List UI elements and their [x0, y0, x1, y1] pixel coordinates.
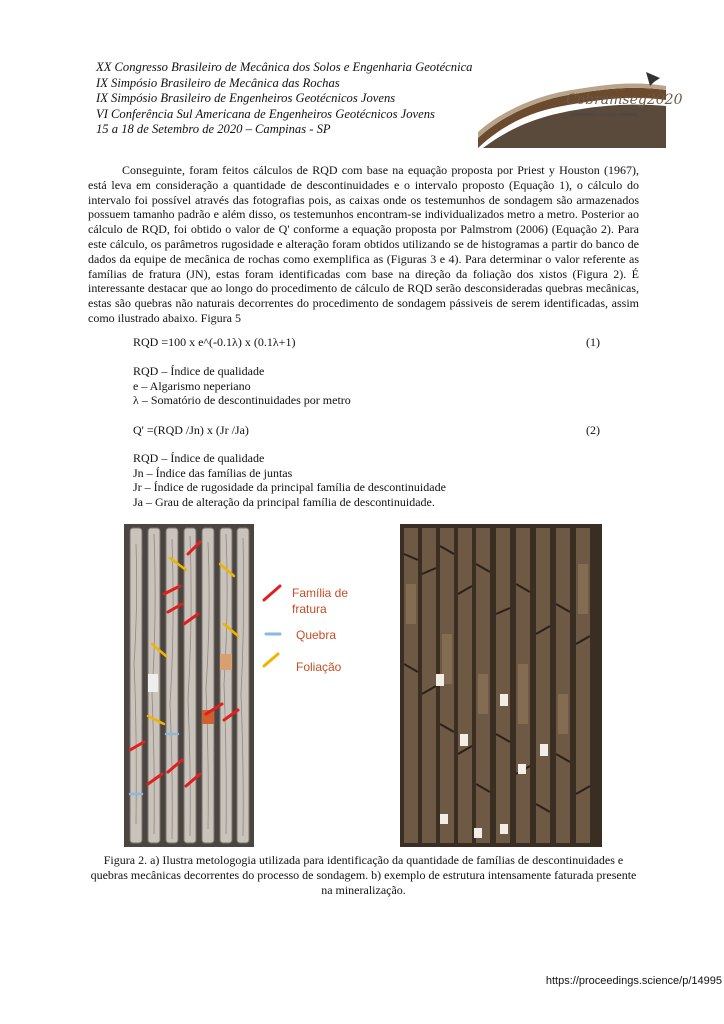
logo-subtext: COBRAMSEG 2020 | CAMPINAS: [570, 112, 638, 117]
figure-2-caption: Figura 2. a) Ilustra metologogia utilizada para identificação da quantidade de famílias de descontinuidades e quebras mecânicas decorrentes do processo de sondagem. b) exemplo de estrutura intensamente faturada presente na mineralização.: [90, 853, 637, 897]
eq1-def-lambda: λ – Somatório de descontinuidades por metro: [133, 393, 351, 408]
eq2-def-ja: Ja – Grau de alteração da principal família de descontinuidade.: [133, 494, 435, 509]
conference-header: [96, 60, 496, 138]
eq2-def-jn: Jn – Índice das famílias de juntas: [133, 465, 293, 480]
header-line-5: 15 a 18 de Setembro de 2020 – Campinas - SP: [96, 122, 331, 137]
header-line-2: IX Simpósio Brasileiro de Mecânica das Rochas: [96, 75, 340, 90]
equation-1: RQD =100 x e^(-0.1λ) x (0.1λ+1): [133, 335, 296, 349]
legend-foliacao-swatch: [264, 654, 278, 666]
body-paragraph-block: [88, 163, 639, 326]
eq2-def-jr: Jr – Índice de rugosidade da principal família de descontinuidade: [133, 480, 446, 495]
equation-1-number: (1): [586, 335, 600, 349]
body-paragraph: Conseguinte, foram feitos cálculos de RQD com base na equação proposta por Priest y Houston (1967), está leva em consideração a quantidade de descontinuidades e o intervalo proposto (Equação 1), o cálculo do intervalo foi possível através das fotografias pois, as caixas onde os testemunhos de sondagem são armazenados possuem tamanho padrão e além disso, os testemunhos encontram-se individualizados metro a metro. Posterior ao cálculo de RQD, foi obtido o valor de Q' conforme a equação proposta por Palmstrom (2006) (Equação 2). Para este cálculo, os parâmetros rugosidade e alteração foram obtidos utilizando se de histogramas a partir do banco de dados da equipe de mecânica de rochas como exemplifica as (Figuras 3 e 4). Para determinar o valor referente as famílias de fratura (JN), estas foram identificadas com base na direção da foliação dos xistos (Figura 2). É interessante destacar que ao longo do procedimento de cálculo de RQD serão desconsideradas quebras mecânicas, estas são quebras não naturais decorrentes do procedimento de sondagem pássiveis de serem identificadas, assim como ilustrado abaixo. Figura 5: [88, 163, 639, 325]
header-line-3: IX Simpósio Brasileiro de Engenheiros Geotécnicos Jovens: [96, 91, 396, 106]
equation-2: Q' =(RQD /Jn) x (Jr /Ja): [133, 423, 249, 437]
legend-foliacao-label: Foliação: [296, 660, 342, 674]
eq1-def-rqd: RQD – Índice de qualidade: [133, 364, 265, 378]
equation-2-number: (2): [586, 423, 600, 437]
eq1-def-e: e – Algarismo neperiano: [133, 378, 251, 393]
logo-wordmark: Cobramseg2020: [566, 92, 683, 108]
header-line-1: XX Congresso Brasileiro de Mecânica dos Solos e Engenharia Geotécnica: [96, 60, 473, 74]
header-line-4: VI Conferência Sul Americana de Engenheiros Geotécnicos Jovens: [96, 106, 435, 121]
footer-url[interactable]: https://proceedings.science/p/14995: [545, 975, 722, 987]
equation-1-definitions: [133, 364, 351, 408]
eq2-def-rqd: RQD – Índice de qualidade: [133, 451, 265, 465]
legend-quebra-label: Quebra: [296, 628, 337, 642]
equation-2-definitions: [133, 451, 446, 509]
legend-fratura-label: Família de fratura: [292, 586, 349, 616]
figure-2a-core-photo: [124, 524, 254, 847]
legend-fratura-swatch: [264, 586, 280, 600]
figure-2b-fractured-core-photo: [400, 524, 602, 847]
conference-logo: [478, 60, 683, 148]
